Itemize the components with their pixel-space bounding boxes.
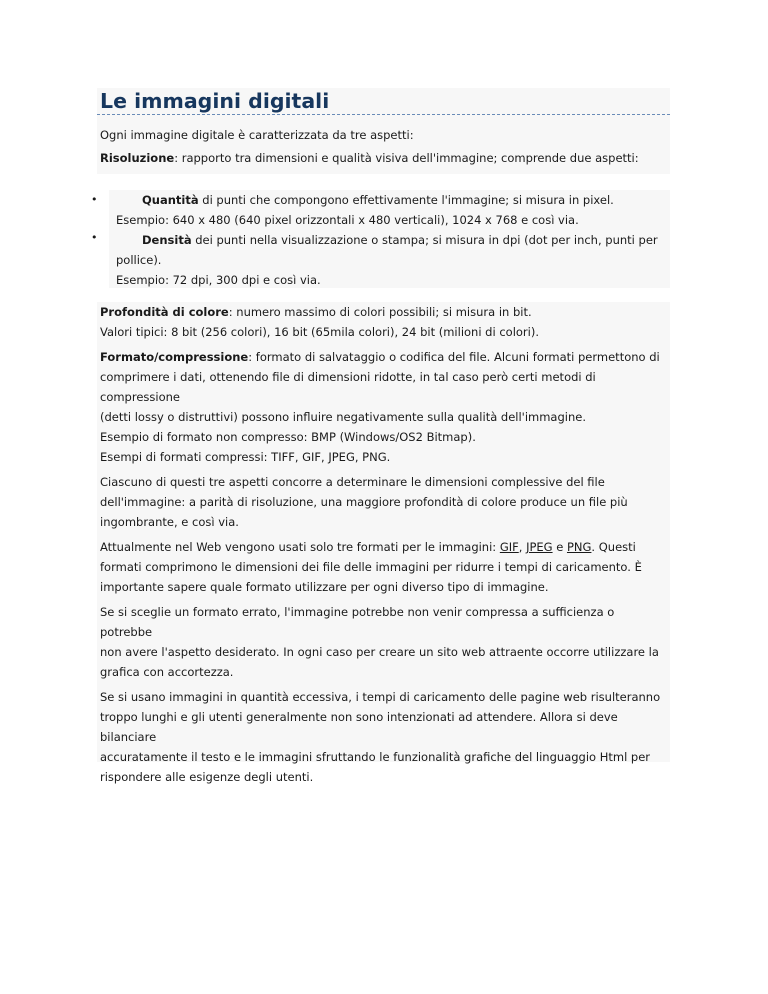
attualmente-line-3: importante sapere quale formato utilizzare per ogni diverso tipo di immagine. [100,580,549,594]
formato-line-3: (detti lossy o distruttivi) possono influire negativamente sulla qualità dell'immagine. [100,410,586,424]
formato-line-5: Esempi di formati compressi: TIFF, GIF, JPEG, PNG. [100,450,391,464]
formato-paragraph [97,347,670,367]
profondita-values: Valori tipici: 8 bit (256 colori), 16 bit (65mila colori), 24 bit (milioni di colori). [100,325,539,339]
ciascuno-line-3: ingombrante, e così via. [100,515,239,529]
errato-line-3: grafica con accortezza. [100,665,234,679]
separator-2: e [552,540,567,554]
gif-link[interactable]: GIF [499,540,519,554]
quantita-example: Esempio: 640 x 480 (640 pixel orizzontali x 480 verticali), 1024 x 768 e così via. [116,213,579,227]
list-item-quantita [109,190,670,210]
densita-text: dei punti nella visualizzazione o stampa; si misura in dpi (dot per inch, punti per [191,233,658,247]
formato-line-2: comprimere i dati, ottenendo file di dimensioni ridotte, in tal caso però certi metodi di compressione [100,370,596,404]
eccessiva-line-1: Se si usano immagini in quantità eccessiva, i tempi di caricamento delle pagine web risulteranno [100,690,661,704]
eccessiva-line-2: troppo lunghi e gli utenti generalmente non sono intenzionati ad attendere. Allora si deve bilanciare [100,710,618,744]
intro-block [97,88,670,174]
png-link[interactable]: PNG [566,540,592,554]
separator-1: , [518,540,527,554]
bullet-1: • [91,193,98,206]
densita-text-continued: pollice). [116,253,162,267]
main-content-block [97,302,670,784]
ciascuno-line-1: Ciascuno di questi tre aspetti concorre a determinare le dimensioni complessive del file [100,475,605,489]
errato-line-1: Se si sceglie un formato errato, l'immagine potrebbe non venir compressa a sufficienza o potrebbe [100,605,615,639]
densita-example: Esempio: 72 dpi, 300 dpi e così via. [116,273,321,287]
attualmente-line-1 [97,537,670,557]
list-item-densita [109,230,670,250]
quantita-term: Quantità [142,193,199,207]
jpeg-link[interactable]: JPEG [526,540,553,554]
risoluzione-text: : rapporto tra dimensioni e qualità visiva dell'immagine; comprende due aspetti: [174,151,639,165]
attualmente-text-a: Attualmente nel Web vengono usati solo tre formati per le immagini: [100,540,500,554]
page-title: Le immagini digitali [97,88,670,115]
eccessiva-line-3: accuratamente il testo e le immagini sfruttando le funzionalità grafiche del linguaggio Html per [100,750,651,764]
densita-term: Densità [142,233,192,247]
attualmente-text-b: . Questi [591,540,636,554]
errato-line-2: non avere l'aspetto desiderato. In ogni caso per creare un sito web attraente occorre utilizzare la [100,645,659,659]
quantita-text: di punti che compongono effettivamente l'immagine; si misura in pixel. [198,193,614,207]
formato-line-4: Esempio di formato non compresso: BMP (Windows/OS2 Bitmap). [100,430,476,444]
profondita-text: : numero massimo di colori possibili; si misura in bit. [228,305,532,319]
attualmente-line-2: formati comprimono le dimensioni dei file delle immagini per ridurre i tempi di caricamento. È [100,560,642,574]
profondita-term: Profondità di colore [100,305,229,319]
intro-text: Ogni immagine digitale è caratterizzata da tre aspetti: [100,128,414,142]
risoluzione-term: Risoluzione [100,151,175,165]
intro-paragraph [97,125,670,145]
bullet-list [109,190,670,288]
formato-text: : formato di salvataggio o codifica del file. Alcuni formati permettono di [248,350,660,364]
risoluzione-paragraph [97,148,670,168]
formato-term: Formato/compressione [100,350,249,364]
profondita-paragraph [97,302,670,322]
eccessiva-line-4: rispondere alle esigenze degli utenti. [100,770,314,784]
ciascuno-line-2: dell'immagine: a parità di risoluzione, una maggiore profondità di colore produce un file più [100,495,628,509]
bullet-2: • [91,231,98,244]
